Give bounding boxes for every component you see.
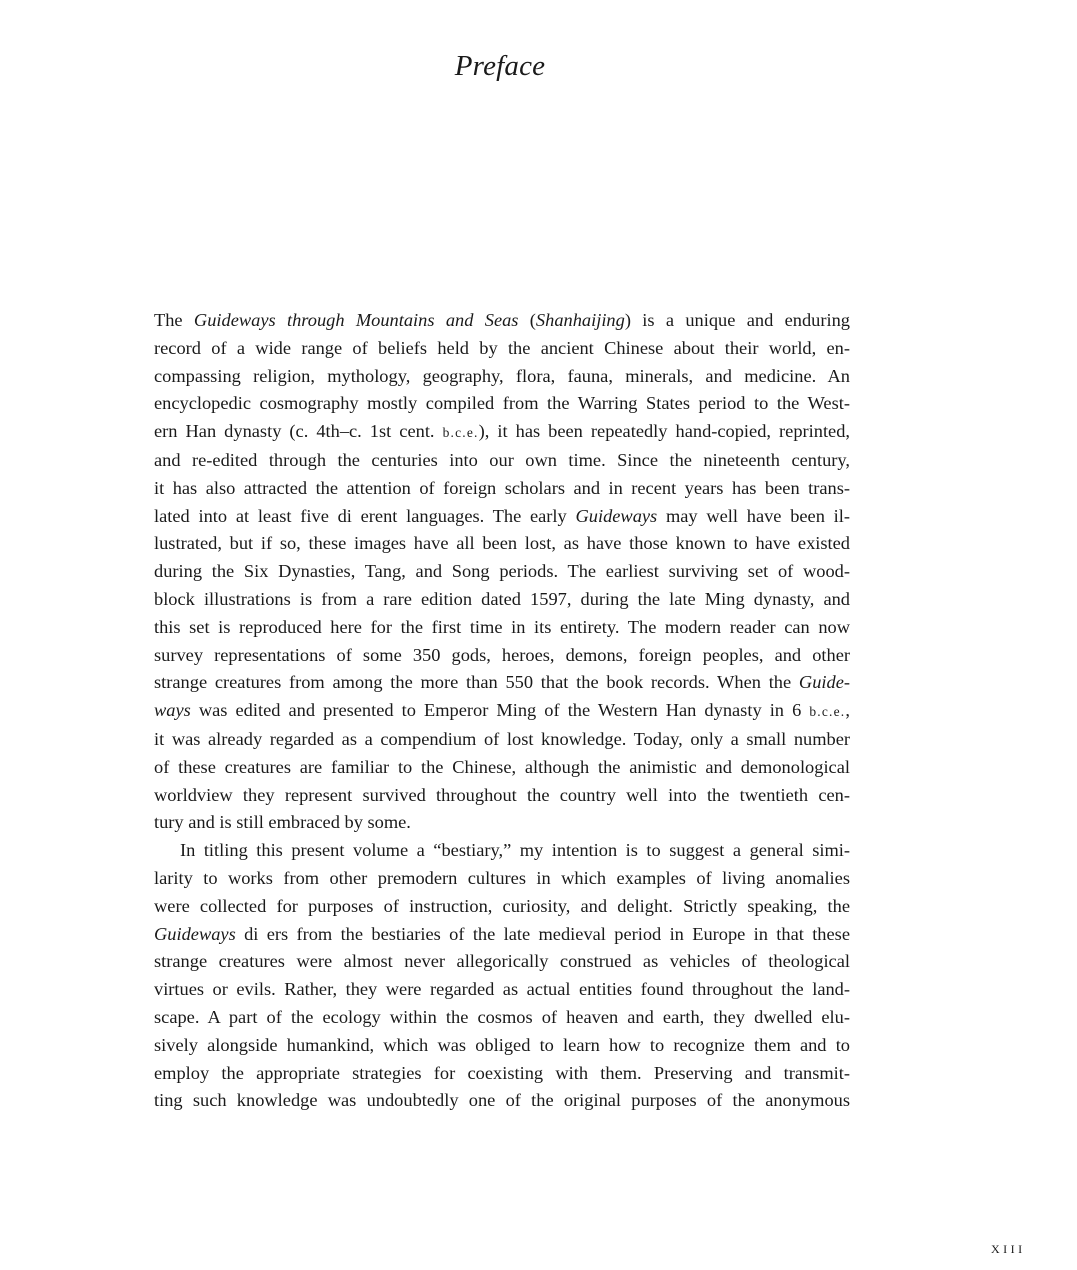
text-line: lated into at least five di erent languages. The early Guideways may well have been il-: [154, 505, 850, 526]
text-line: during the Six Dynasties, Tang, and Song periods. The earliest surviving set of wood-: [154, 561, 850, 582]
text-line: strange creatures from among the more than 550 that the book records. When the Guide-: [154, 672, 850, 693]
body-text: [154, 307, 850, 1115]
text-line: were collected for purposes of instruction, curiosity, and delight. Strictly speaking, the: [154, 895, 850, 916]
text-line: compassing religion, mythology, geography, flora, fauna, minerals, and medicine. An: [154, 365, 850, 386]
text-line: lustrated, but if so, these images have all been lost, as have those known to have existed: [154, 533, 850, 554]
paragraph-1: [154, 307, 850, 837]
text-line: virtues or evils. Rather, they were regarded as actual entities found throughout the land-: [154, 979, 850, 1000]
text-line: encyclopedic cosmography mostly compiled from the Warring States period to the West-: [154, 393, 850, 414]
text-line: survey representations of some 350 gods, heroes, demons, foreign peoples, and other: [154, 644, 850, 665]
text-line: it was already regarded as a compendium of lost knowledge. Today, only a small number: [154, 728, 850, 749]
text-line: it has also attracted the attention of foreign scholars and in recent years has been trans-: [154, 477, 850, 498]
text-line: this set is reproduced here for the first time in its entirety. The modern reader can now: [154, 616, 850, 637]
text-line: sively alongside humankind, which was obliged to learn how to recognize them and to: [154, 1034, 850, 1055]
text-line: In titling this present volume a “bestiary,” my intention is to suggest a general simi-: [180, 840, 850, 861]
text-line: of these creatures are familiar to the Chinese, although the animistic and demonological: [154, 756, 850, 777]
text-line: record of a wide range of beliefs held by the ancient Chinese about their world, en-: [154, 337, 850, 358]
page-number: XIII: [991, 1242, 1026, 1256]
page-title: Preface: [454, 50, 546, 82]
paragraph-2: [154, 837, 850, 1115]
text-line: strange creatures were almost never allegorically construed as vehicles of theological: [154, 951, 850, 972]
text-line: and re-edited through the centuries into our own time. Since the nineteenth century,: [154, 449, 850, 470]
text-line: The Guideways through Mountains and Seas (Shanhaijing) is a unique and enduring: [154, 310, 850, 330]
text-line: larity to works from other premodern cultures in which examples of living anomalies: [154, 867, 850, 888]
text-line: ways was edited and presented to Emperor Ming of the Western Han dynasty in 6 b.c.e.,: [154, 700, 850, 721]
text-line: Guideways di ers from the bestiaries of the late medieval period in Europe in that these: [154, 923, 850, 944]
text-line: ting such knowledge was undoubtedly one of the original purposes of the anonymous: [154, 1090, 850, 1111]
text-line: worldview they represent survived throughout the country well into the twentieth cen-: [154, 784, 850, 805]
text-line: block illustrations is from a rare edition dated 1597, during the late Ming dynasty, and: [154, 588, 850, 609]
text-line: employ the appropriate strategies for coexisting with them. Preserving and transmit-: [154, 1062, 850, 1083]
text-line: tury and is still embraced by some.: [154, 812, 411, 833]
text-line: scape. A part of the ecology within the cosmos of heaven and earth, they dwelled elu-: [154, 1006, 850, 1027]
text-line: ern Han dynasty (c. 4th–c. 1st cent. b.c.e.), it has been repeatedly hand-copied, reprinted,: [154, 421, 851, 442]
